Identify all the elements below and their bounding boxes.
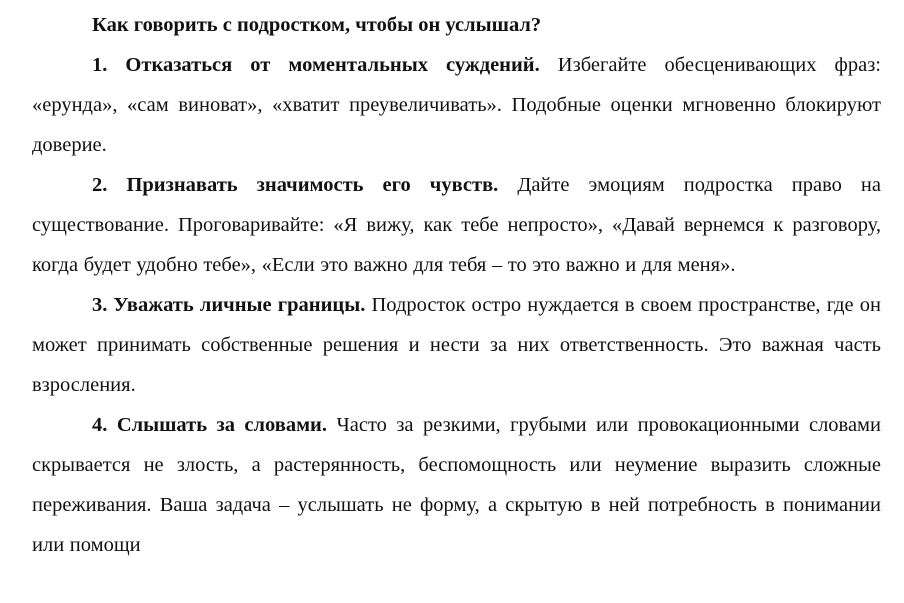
document-title: Как говорить с подростком, чтобы он услышал?: [92, 14, 542, 36]
item-paragraph-4: [32, 405, 881, 565]
item-heading-1: 1. Отказаться от моментальных суждений.: [92, 54, 540, 76]
item-heading-2: 2. Признавать значимость его чувств.: [92, 174, 499, 196]
item-paragraph-2: [32, 165, 881, 285]
document-page: [32, 5, 881, 565]
item-text-1: Избегайте обесценивающих фраз: «ерунда», «сам виноват», «хватит преувеличивать». Подобные оценки мгновенно блокируют доверие.: [32, 54, 881, 156]
item-text-4: Часто за резкими, грубыми или провокационными словами скрывается не злость, а растерянность, беспомощность или неумение выразить сложные переживания. Ваша задача – услышать не форму, а скрытую в ней потребность в понимании или помощи: [32, 414, 881, 556]
item-paragraph-1: [32, 45, 881, 165]
item-text-2: Дайте эмоциям подростка право на существование. Проговаривайте: «Я вижу, как тебе непросто», «Давай вернемся к разговору, когда будет удобно тебе», «Если это важно для тебя – то это важно и для меня».: [32, 174, 881, 276]
item-text-3: Подросток остро нуждается в своем пространстве, где он может принимать собственные решения и нести за них ответственность. Это важная часть взросления.: [32, 294, 881, 396]
item-heading-4: 4. Слышать за словами.: [92, 414, 327, 436]
item-paragraph-3: [32, 285, 881, 405]
item-heading-3: 3. Уважать личные границы.: [92, 294, 366, 316]
